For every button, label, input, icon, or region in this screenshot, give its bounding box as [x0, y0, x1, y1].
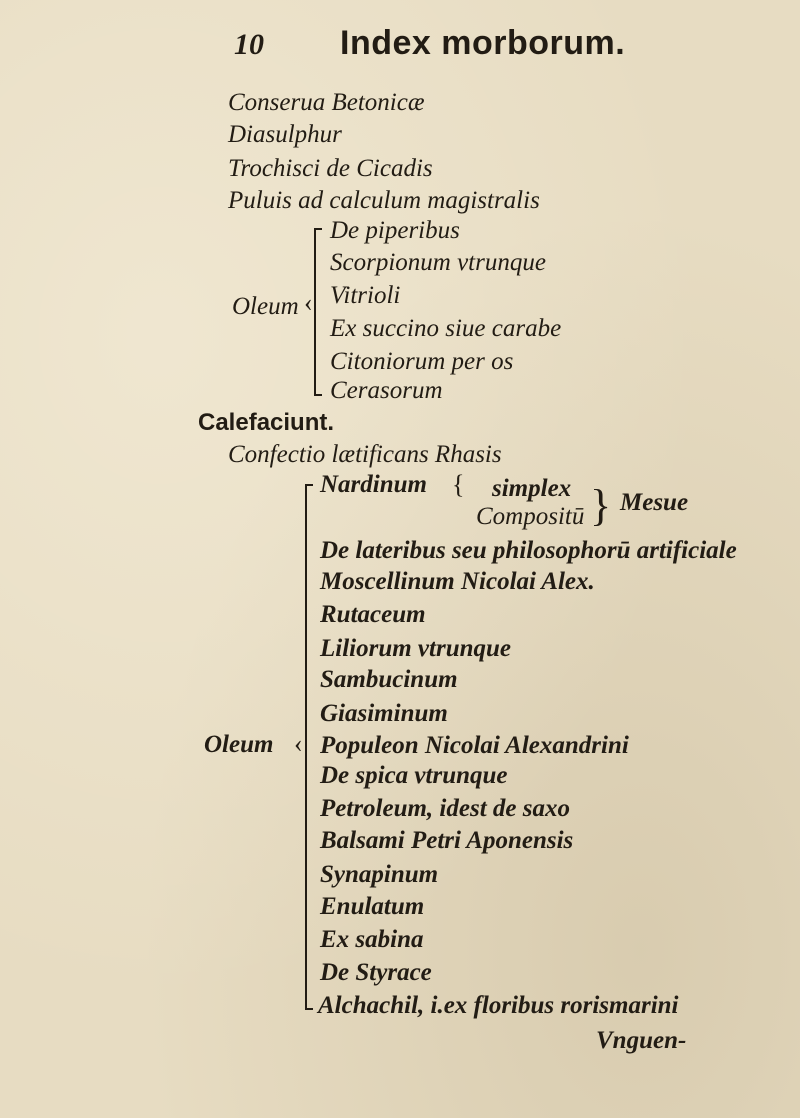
oleum2-item: Balsami Petri Aponensis — [320, 827, 574, 854]
entry-trochisci: Trochisci de Cicadis — [228, 155, 433, 182]
oleum2-item: Liliorum vtrunque — [320, 635, 512, 662]
oleum2-item: Enulatum — [320, 893, 425, 920]
bracket-oleum-2 — [305, 484, 307, 1010]
bracket-top-tick-1 — [314, 228, 322, 230]
oleum2-item: Alchachil, i.ex floribus rorismarini — [318, 992, 679, 1019]
entry-conserua-betonicae: Conserua Betonicæ — [228, 89, 425, 116]
oleum-label-1: Oleum — [232, 293, 299, 320]
oleum2-simplex: simplex — [492, 475, 572, 502]
bracket-top-tick-2 — [305, 484, 313, 486]
catchword: Vnguen- — [596, 1027, 687, 1054]
brace-close-small: } — [590, 481, 612, 530]
oleum1-item: Vitrioli — [330, 282, 401, 309]
page-number: 10 — [234, 28, 264, 61]
oleum2-item: De lateribus seu philosophorū artificiale — [320, 537, 737, 564]
brace-open-small: { — [452, 470, 465, 499]
bracket-point-2: ‹ — [294, 729, 303, 758]
oleum1-item: Ex succino siue carabe — [330, 315, 562, 342]
oleum1-item: Citoniorum per os — [330, 348, 514, 375]
oleum2-item: De spica vtrunque — [320, 762, 508, 789]
oleum2-item: Sambucinum — [320, 666, 458, 693]
oleum2-item: Rutaceum — [320, 601, 426, 628]
entry-diasulphur: Diasulphur — [228, 121, 342, 148]
oleum-label-2: Oleum — [204, 731, 274, 758]
oleum2-mesue: Mesue — [620, 489, 689, 516]
oleum2-nardinum: Nardinum — [320, 471, 427, 498]
bracket-oleum-1 — [314, 228, 316, 396]
oleum2-item: Giasiminum — [320, 700, 448, 727]
oleum1-item: De piperibus — [330, 217, 460, 244]
running-title: Index morborum. — [340, 24, 626, 62]
bracket-point-1: ‹ — [304, 288, 313, 317]
oleum2-item: Ex sabina — [320, 926, 424, 953]
entry-confectio: Confectio lætificans Rhasis — [228, 441, 502, 468]
oleum2-item: Petroleum, idest de saxo — [320, 795, 570, 822]
oleum2-item: De Styrace — [320, 959, 432, 986]
oleum2-item: Synapinum — [320, 861, 439, 888]
bracket-bottom-tick-1 — [314, 394, 322, 396]
oleum2-item: Populeon Nicolai Alexandrini — [320, 732, 629, 759]
section-heading-calefaciunt: Calefaciunt. — [198, 409, 335, 436]
bracket-bottom-tick-2 — [305, 1008, 313, 1010]
oleum1-item: Scorpionum vtrunque — [330, 249, 546, 276]
oleum2-item: Moscellinum Nicolai Alex. — [320, 568, 595, 595]
entry-puluis: Puluis ad calculum magistralis — [228, 187, 540, 214]
oleum1-item: Cerasorum — [330, 377, 443, 404]
oleum2-compositum: Compositū — [476, 503, 585, 530]
